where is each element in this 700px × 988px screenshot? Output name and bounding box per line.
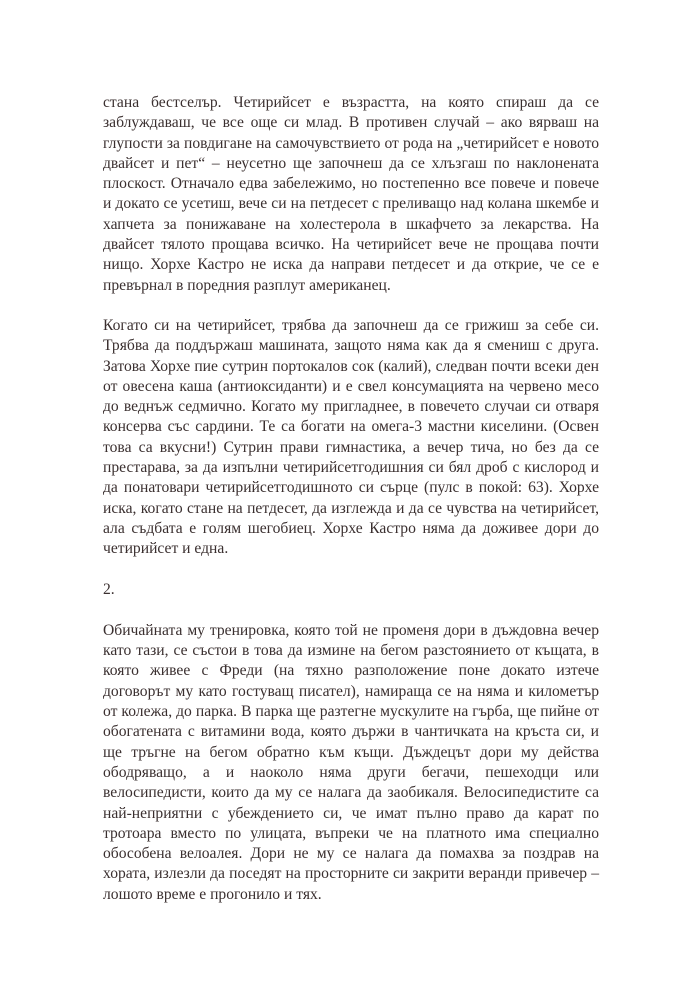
document-page [103,93,599,905]
section-number: 2. [103,580,115,598]
paragraph-3: Обичайната му тренировка, която той не променя дори в дъждовна вечер като тази, се състои в това да измине на бегом разстоянието от къщата, в която живее с Фреди (на тяхно разположение поне докато изтече договорът му като гостуващ писател), намираща се на няма и километър от колежа, до парка. В парка ще разтегне мускулите на гърба, ще пийне от обогатената с витамини вода, която държи в чантичката на кръста си, и ще тръгне на бегом обратно към къщи. Дъждецът дори му действа ободряващо, а и наоколо няма други бегачи, пешеходци или велосипедисти, които да му се налага да заобикаля. Велосипедистите са най-неприятни с убеждението си, че имат пълно право да карат по тротоара вместо по улицата, въпреки че на платното има специално обособена велоалея. Дори не му се налага да помахва за поздрав на хората, излезли да поседят на просторните си закрити веранди привечер – лошото време е прогонило и тях. [103,621,599,903]
paragraph-1: стана бестселър. Четирийсет е възрастта, на която спираш да се заблуждаваш, че все още си млад. В противен случай – ако вярваш на глупости за повдигане на самочувствието от рода на „четирийсет е новото двайсет и пет“ – неусетно ще започнеш да се хлъзгаш по наклонената плоскост. Отначало едва забележимо, но постепенно все повече и повече и докато се усетиш, вече си на петдесет с преливащо над колана шкембе и хапчета за понижаване на холестерола в шкафчето за лекарства. На двайсет тялото прощава всичко. На четирийсет вече не прощава почти нищо. Хорхе Кастро не иска да направи петдесет и да открие, че се е превърнал в поредния разплут американец. [103,94,599,294]
paragraph-2: Когато си на четирийсет, трябва да започнеш да се грижиш за себе си. Трябва да поддържаш машината, защото няма как да я смениш с друга. Затова Хорхе пие сутрин портокалов сок (калий), следван почти всеки ден от овесена каша (антиоксиданти) и е свел консумацията на червено месо до веднъж седмично. Когато му пригладнее, в повечето случаи си отваря консерва със сардини. Те са богати на омега-3 мастни киселини. (Освен това са вкусни!) Сутрин прави гимнастика, а вечер тича, но без да се престарава, за да изпълни четирийсетгодишния си бял дроб с кислород и да понатовари четирийсетгодишното си сърце (пулс в покой: 63). Хорхе иска, когато стане на петдесет, да изглежда и да се чувства на четирийсет, ала съдбата е голям шегобиец. Хорхе Кастро няма да доживее дори до четирийсет и една. [103,316,599,558]
